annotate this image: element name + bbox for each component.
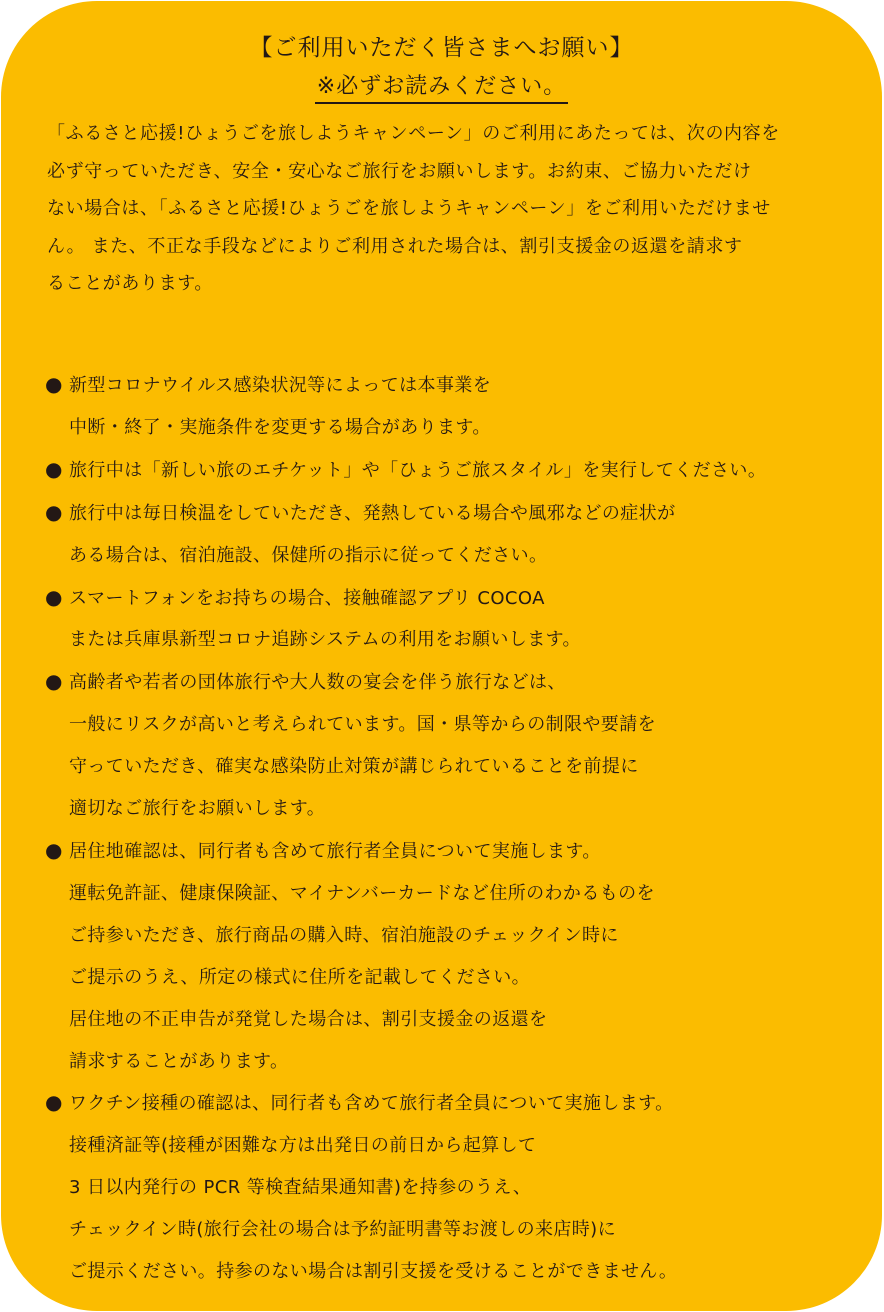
bullet-item-line xyxy=(45,1125,865,1167)
bullet-text: 運転免許証、健康保険証、マイナンバーカードなど住所のわかるものを xyxy=(69,882,655,904)
bullet-dot-icon: ● xyxy=(45,499,63,524)
bullet-text: 接種済証等(接種が困難な方は出発日の前日から起算して xyxy=(69,1135,537,1157)
bullet-text: 居住地確認は、同行者も含めて旅行者全員について実施します。 xyxy=(69,840,601,862)
bullet-item-first-line xyxy=(45,1082,865,1125)
bullet-item-line xyxy=(45,788,865,830)
bullet-item-line xyxy=(45,1209,865,1251)
intro-line: ない場合は、「ふるさと応援!ひょうごを旅しようキャンペーン」をご利用いただけませ xyxy=(47,198,771,219)
bullet-text: 旅行中は「新しい旅のエチケット」や「ひょうご旅スタイル」を実行してください。 xyxy=(69,459,767,481)
bullet-item-line xyxy=(45,915,865,957)
intro-line: 必ず守っていただき、安全・安心なご旅行をお願いします。お約束、ご協力いただけ xyxy=(47,160,752,182)
bullet-text: 3 日以内発行の PCR 等検査結果通知書)を持参のうえ、 xyxy=(69,1177,532,1199)
bullet-text: 新型コロナウイルス感染状況等によっては本事業を xyxy=(69,375,492,396)
bullet-item-line xyxy=(45,999,865,1041)
notice-title: 【ご利用いただく皆さまへお願い】 xyxy=(249,35,634,61)
bullet-item-line xyxy=(45,535,865,577)
bullet-text: または兵庫県新型コロナ追跡システムの利用をお願いします。 xyxy=(69,629,581,651)
bullet-item-first-line xyxy=(45,492,865,535)
intro-line: ん。 また、不正な手段などによりご利用された場合は、割引支援金の返還を請求す xyxy=(47,235,743,257)
bullet-text: チェックイン時(旅行会社の場合は予約証明書等お渡しの来店時)に xyxy=(69,1219,617,1241)
bullet-item-first-line xyxy=(45,364,865,407)
bullet-text: ご提示ください。持参のない場合は割引支援を受けることができません。 xyxy=(69,1261,678,1283)
notice-subtitle: ※必ずお読みください。 xyxy=(315,72,568,104)
bullet-item-line xyxy=(45,1251,865,1293)
bullet-text: ご提示のうえ、所定の様式に住所を記載してください。 xyxy=(69,966,531,988)
bullet-item-first-line xyxy=(45,661,865,704)
bullet-text: 旅行中は毎日検温をしていただき、発熱している場合や風邪などの症状が xyxy=(69,502,676,524)
bullet-item-line xyxy=(45,619,865,661)
bullet-text: ワクチン接種の確認は、同行者も含めて旅行者全員について実施します。 xyxy=(69,1093,674,1115)
bullet-item-line xyxy=(45,957,865,999)
bullet-text: 居住地の不正申告が発覚した場合は、割引支援金の返還を xyxy=(69,1008,548,1030)
notice-bullet-list xyxy=(45,364,865,1293)
bullet-text: 一般にリスクが高いと考えられています。国・県等からの制限や要請を xyxy=(69,714,656,736)
bullet-text: ある場合は、宿泊施設、保健所の指示に従ってください。 xyxy=(69,544,548,566)
bullet-text: 適切なご旅行をお願いします。 xyxy=(69,798,326,820)
bullet-dot-icon: ● xyxy=(45,669,63,694)
bullet-text: 請求することがあります。 xyxy=(69,1050,289,1072)
bullet-item-first-line xyxy=(45,449,865,492)
intro-line: 「ふるさと応援!ひょうごを旅しようキャンペーン」のご利用にあたっては、次の内容を xyxy=(47,123,780,144)
intro-paragraph xyxy=(47,115,847,303)
bullet-item-line xyxy=(45,704,865,746)
bullet-item-line xyxy=(45,407,865,449)
bullet-dot-icon: ● xyxy=(45,584,63,609)
intro-line: ることがあります。 xyxy=(47,273,213,294)
bullet-dot-icon: ● xyxy=(45,372,63,396)
bullet-item-line xyxy=(45,746,865,788)
bullet-text: 高齢者や若者の団体旅行や大人数の宴会を伴う旅行などは、 xyxy=(69,672,566,694)
bullet-dot-icon: ● xyxy=(45,456,63,481)
bullet-item-line xyxy=(45,1041,865,1083)
bullet-text: スマートフォンをお持ちの場合、接触確認アプリ COCOA xyxy=(69,587,545,609)
bullet-text: 守っていただき、確実な感染防止対策が講じられていることを前提に xyxy=(69,756,639,778)
bullet-item-first-line xyxy=(45,830,865,873)
bullet-text: ご持参いただき、旅行商品の購入時、宿泊施設のチェックイン時に xyxy=(69,924,619,946)
subtitle-wrap xyxy=(1,72,882,104)
notice-card xyxy=(1,1,882,1311)
bullet-item-first-line xyxy=(45,577,865,620)
bullet-item-line xyxy=(45,1167,865,1209)
bullet-dot-icon: ● xyxy=(45,1090,63,1115)
bullet-item-line xyxy=(45,873,865,915)
bullet-dot-icon: ● xyxy=(45,837,63,862)
bullet-text: 中断・終了・実施条件を変更する場合があります。 xyxy=(69,416,491,438)
